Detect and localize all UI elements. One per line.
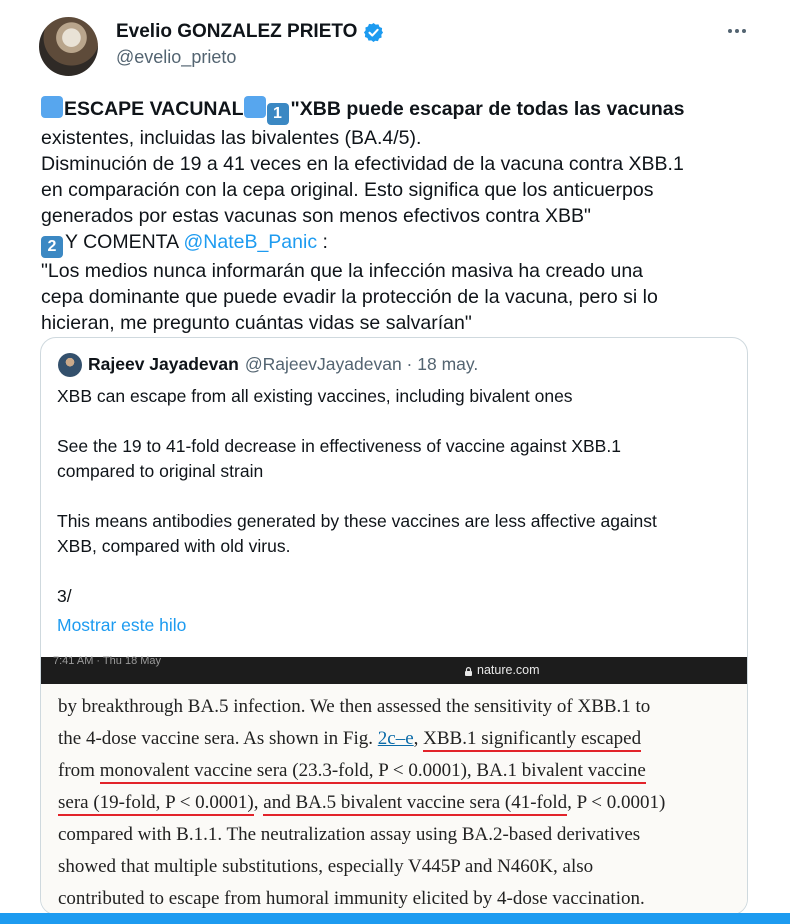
author-handle[interactable]: @evelio_prieto — [116, 47, 237, 67]
underlined-text: sera (19-fold, P < 0.0001) — [58, 792, 254, 816]
tweet-title: ESCAPE VACUNAL — [64, 98, 244, 120]
figure-ref-link: 2c–e — [377, 728, 414, 749]
article-text: , — [413, 728, 424, 749]
article-line — [58, 787, 738, 819]
article-text: , — [253, 792, 264, 813]
quoted-paragraph: This means antibodies generated by these vaccines are less affective against — [57, 511, 657, 531]
article-line: contributed to escape from humoral immunity elicited by 4-dose vaccination. — [58, 888, 645, 909]
quoted-paragraph: 3/ — [57, 586, 72, 606]
quoted-paragraph: XBB, compared with old virus. — [57, 536, 291, 556]
quoted-text — [57, 384, 732, 609]
quoted-image[interactable] — [41, 657, 747, 914]
article-excerpt — [58, 691, 738, 915]
mention-link[interactable]: @NateB_Panic — [183, 231, 318, 253]
tweet-line: Disminución de 19 a 41 veces en la efectividad de la vacuna contra XBB.1 — [41, 153, 684, 175]
tweet-line: "Los medios nunca informarán que la infección masiva ha creado una — [41, 260, 644, 282]
quoted-paragraph: XBB can escape from all existing vaccines, including bivalent ones — [57, 386, 573, 406]
tweet-line — [41, 96, 761, 125]
show-thread-link[interactable]: Mostrar este hilo — [57, 615, 187, 635]
lock-icon — [465, 667, 472, 676]
underlined-text: and BA.5 bivalent vaccine sera (41-fold — [263, 792, 567, 816]
quoted-tweet-card[interactable] — [40, 337, 748, 915]
tweet-comment-label: Y COMENTA — [65, 231, 184, 253]
keycap-two-emoji-icon: 2 — [41, 236, 63, 258]
quoted-author-name[interactable]: Rajeev Jayadevan — [88, 354, 239, 374]
tweet-line: generados por estas vacunas son menos efectivos contra XBB" — [41, 205, 591, 227]
tweet-line — [41, 229, 761, 258]
quoted-avatar[interactable] — [58, 353, 82, 377]
article-line — [58, 723, 738, 755]
tweet-colon: : — [317, 231, 328, 253]
avatar[interactable] — [39, 17, 98, 76]
article-line: by breakthrough BA.5 infection. We then assessed the sensitivity of XBB.1 to — [58, 696, 651, 717]
tweet-quote-start: "XBB puede escapar de todas las vacunas — [290, 98, 685, 120]
quoted-paragraph: compared to original strain — [57, 461, 264, 481]
quoted-header — [88, 354, 478, 375]
article-line: showed that multiple substitutions, especially V445P and N460K, also — [58, 856, 594, 877]
underlined-text: XBB.1 significantly escaped — [423, 728, 641, 752]
keycap-one-emoji-icon: 1 — [267, 103, 289, 125]
bottom-bar — [0, 913, 790, 924]
more-options-icon[interactable] — [726, 20, 748, 42]
article-text: the 4-dose vaccine sera. As shown in Fig. — [58, 728, 378, 749]
blue-square-emoji-icon — [41, 96, 63, 118]
verified-badge-icon — [363, 22, 384, 43]
underlined-text: monovalent vaccine sera (23.3-fold, P < 0.0001), BA.1 bivalent vaccine — [100, 760, 646, 784]
quoted-paragraph: See the 19 to 41-fold decrease in effectiveness of vaccine against XBB.1 — [57, 436, 621, 456]
tweet-line: existentes, incluidas las bivalentes (BA.4/5). — [41, 127, 422, 149]
tweet-text — [41, 96, 761, 336]
blue-square-emoji-icon — [244, 96, 266, 118]
author-row — [116, 21, 384, 43]
author-display-name[interactable]: Evelio GONZALEZ PRIETO — [116, 21, 358, 42]
tweet-line: hicieran, me pregunto cuántas vidas se salvarían" — [41, 312, 472, 334]
article-text: from — [58, 760, 100, 781]
tweet-line: en comparación con la cepa original. Esto significa que los anticuerpos — [41, 179, 654, 201]
browser-bar — [41, 657, 747, 684]
quoted-author-meta: @RajeevJayadevan · 18 may. — [244, 354, 479, 374]
article-line — [58, 755, 738, 787]
article-line: compared with B.1.1. The neutralization assay using BA.2-based derivatives — [58, 824, 641, 845]
browser-status-text: 7:41 AM · Thu 18 May — [53, 655, 162, 667]
article-text: , P < 0.0001) — [567, 792, 666, 813]
url-text: nature.com — [477, 663, 540, 677]
tweet-line: cepa dominante que puede evadir la protección de la vacuna, pero si lo — [41, 286, 658, 308]
browser-url — [465, 663, 540, 677]
